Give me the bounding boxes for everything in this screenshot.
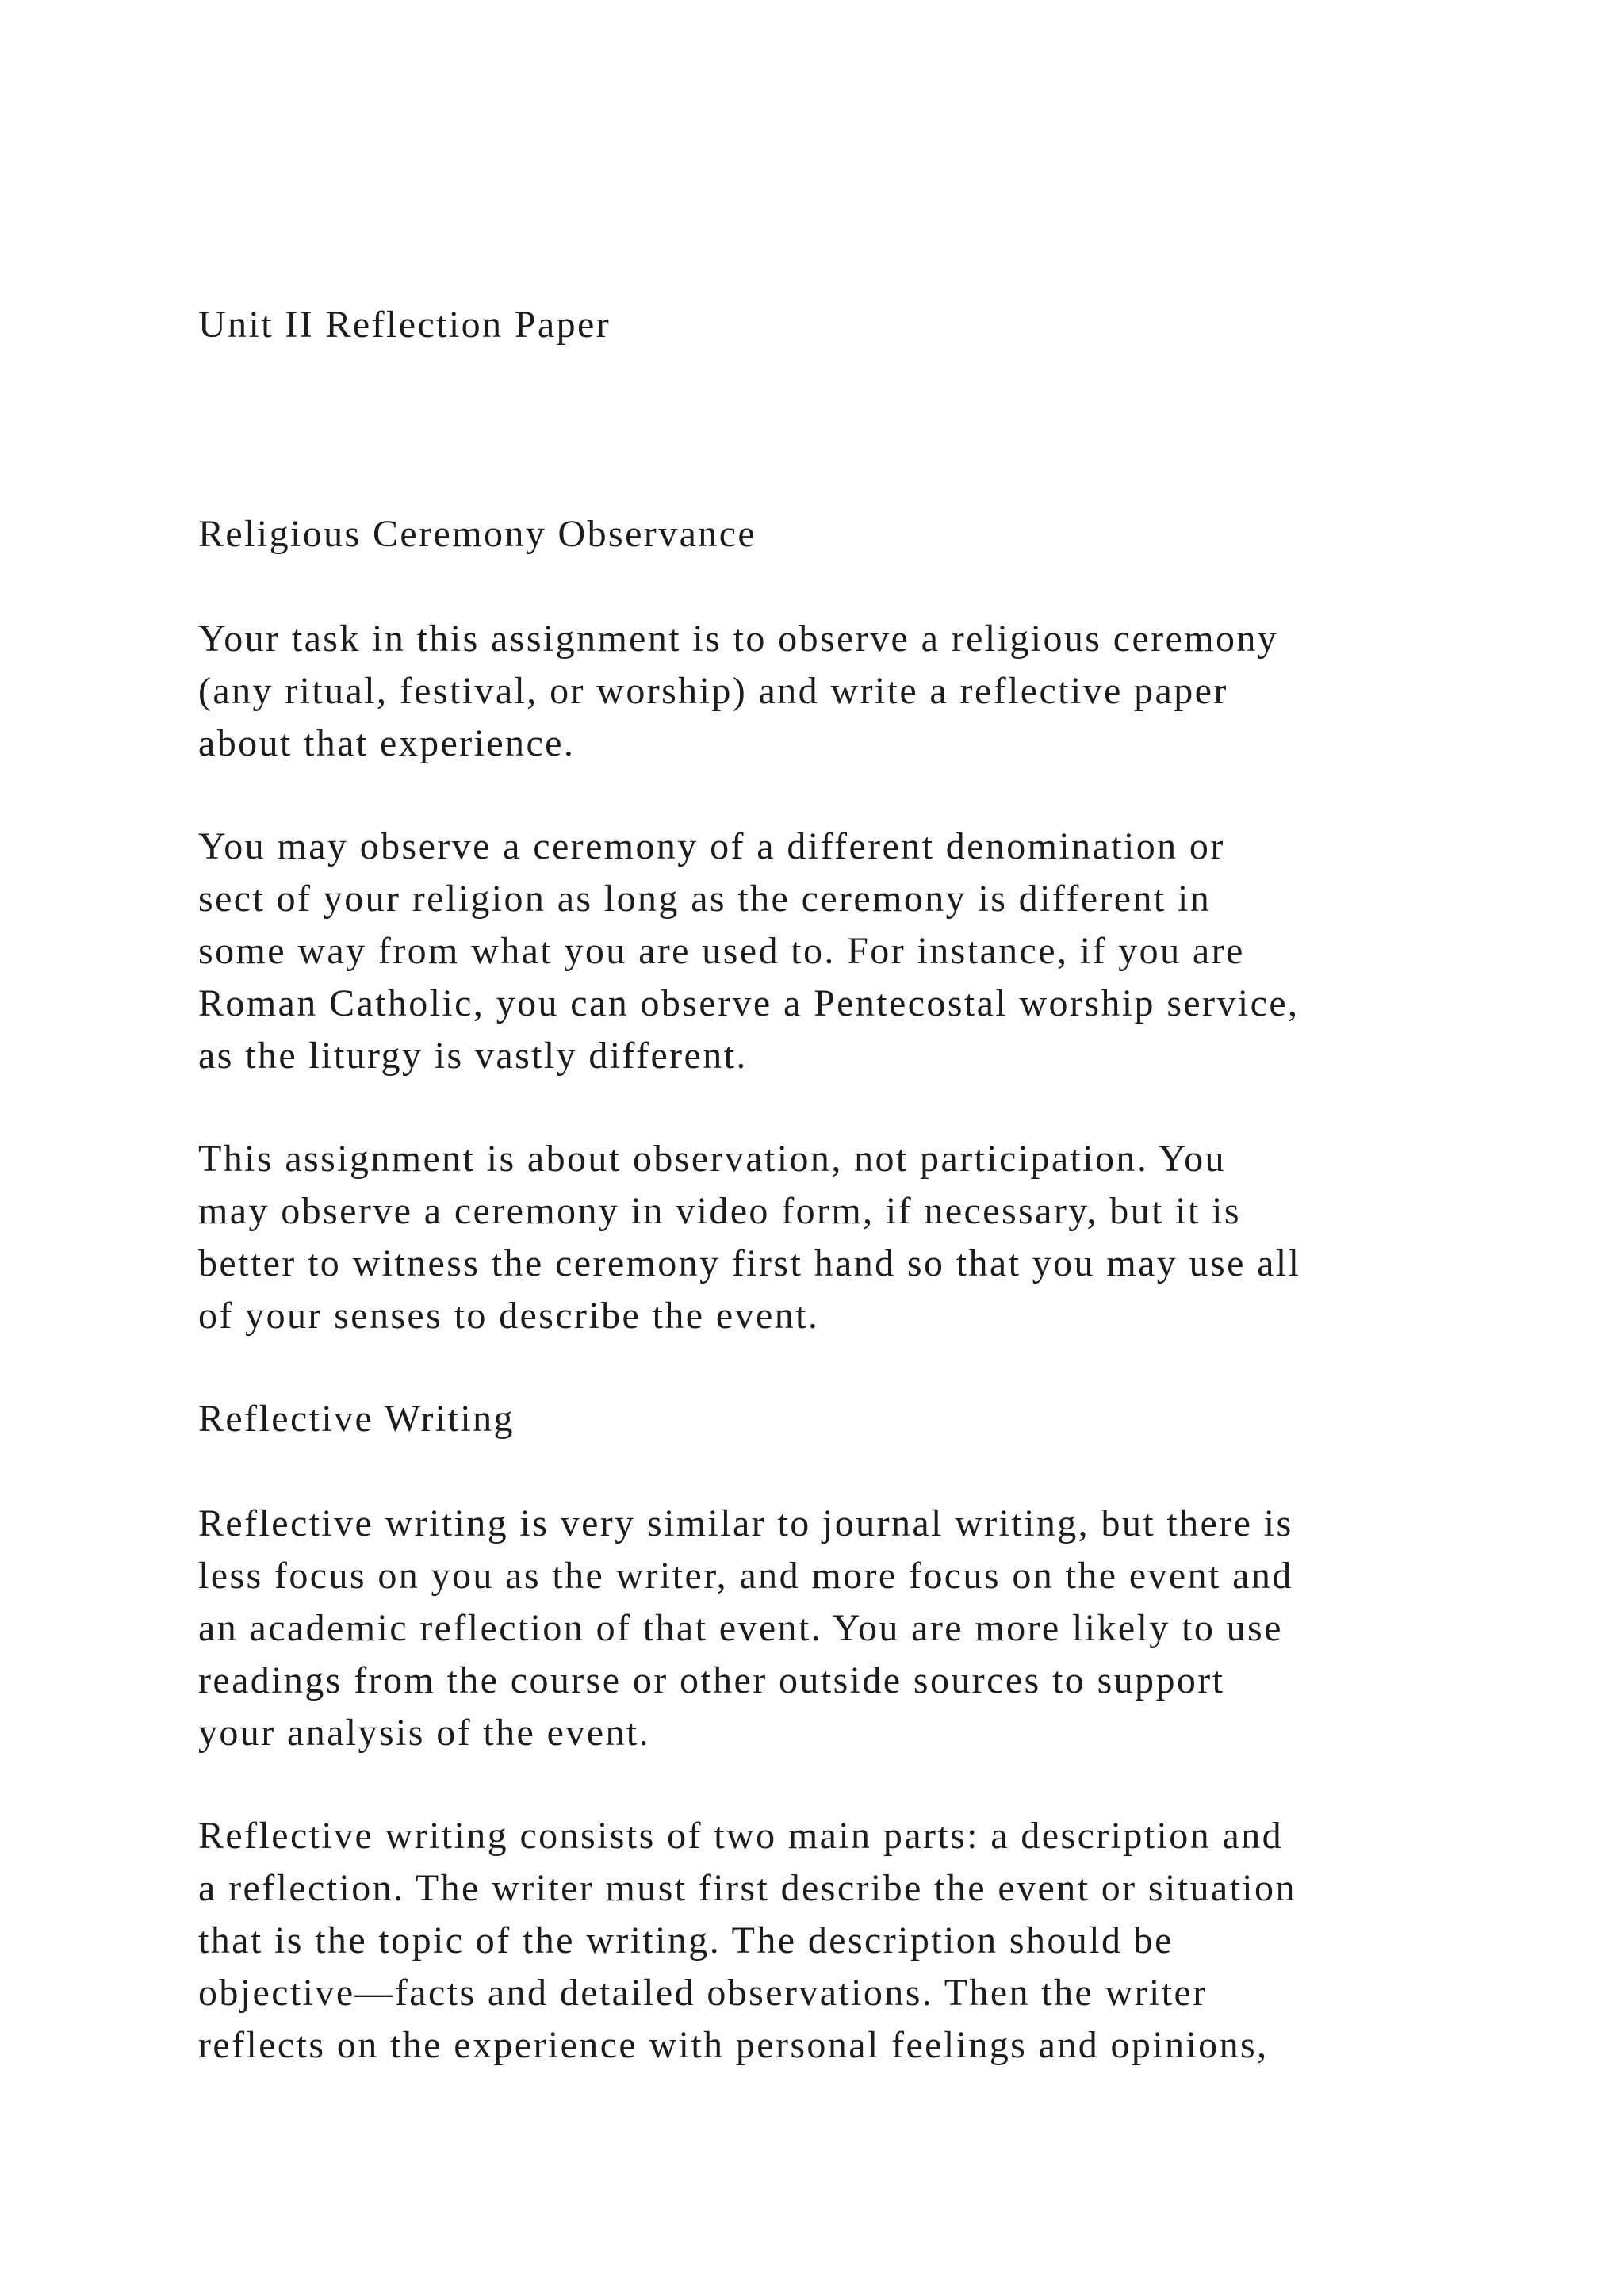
section-heading-ceremony-observance: Religious Ceremony Observance [198, 513, 757, 555]
paragraph-line: Reflective writing is very similar to journal writing, but there is [198, 1502, 1293, 1544]
paragraph-line: This assignment is about observation, not participation. You [198, 1138, 1226, 1180]
paragraph-line: sect of your religion as long as the ceremony is different in [198, 878, 1212, 920]
paragraph-line: Your task in this assignment is to observe a religious ceremony [198, 618, 1279, 660]
paragraph-line: less focus on you as the writer, and more focus on the event and [198, 1555, 1293, 1597]
paragraph-line: You may observe a ceremony of a different denomination or [198, 825, 1225, 867]
paragraph-line: better to witness the ceremony first hand so that you may use all [198, 1242, 1301, 1284]
paragraph-line: that is the topic of the writing. The description should be [198, 1919, 1174, 1961]
paragraph-line: (any ritual, festival, or worship) and write a reflective paper [198, 670, 1228, 712]
paragraph-line: objective—facts and detailed observations. Then the writer [198, 1972, 1208, 2014]
paragraph-line: about that experience. [198, 722, 576, 764]
document-title: Unit II Reflection Paper [198, 304, 611, 346]
paragraph-line: readings from the course or other outside sources to support [198, 1659, 1225, 1701]
paragraph-line: Reflective writing consists of two main parts: a description and [198, 1815, 1283, 1857]
paragraph-line: as the liturgy is vastly different. [198, 1035, 748, 1077]
paragraph-line: of your senses to describe the event. [198, 1295, 820, 1337]
paragraph-line: reflects on the experience with personal feelings and opinions, [198, 2024, 1269, 2066]
paragraph-line: some way from what you are used to. For instance, if you are [198, 930, 1245, 972]
section-heading-reflective-writing: Reflective Writing [198, 1398, 515, 1440]
paragraph-line: Roman Catholic, you can observe a Pentecostal worship service, [198, 982, 1300, 1024]
paragraph-line: an academic reflection of that event. You are more likely to use [198, 1607, 1283, 1649]
paragraph-line: a reflection. The writer must first describe the event or situation [198, 1867, 1297, 1909]
paragraph-line: your analysis of the event. [198, 1712, 650, 1754]
paragraph-line: may observe a ceremony in video form, if necessary, but it is [198, 1190, 1241, 1232]
